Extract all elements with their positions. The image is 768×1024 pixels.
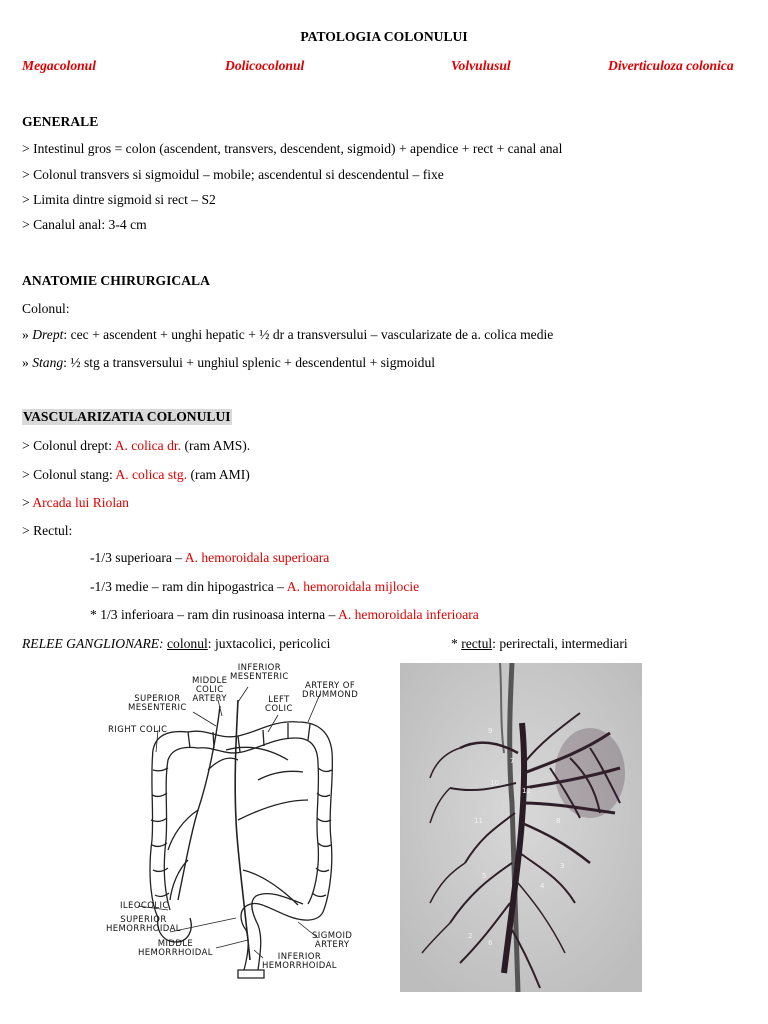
section-heading-generale: GENERALE: [22, 114, 99, 129]
generale-line: > Canalul anal: 3-4 cm: [22, 217, 147, 232]
stang-label: Stang: [32, 355, 64, 370]
label-inferior-mesenteric: INFERIOR MESENTERIC: [230, 663, 289, 682]
topic-dolicocolonul: Dolicocolonul: [225, 58, 305, 73]
relee-rect-line: * rectul: perirectali, intermediari: [451, 636, 628, 651]
angio-label: 12: [522, 787, 531, 795]
rect-superior-line: -1/3 superioara – A. hemoroidala superioara: [90, 550, 330, 565]
label-superior-mesenteric: SUPERIOR MESENTERIC: [128, 694, 187, 713]
angio-label: 8: [556, 817, 561, 825]
angiogram-image: [400, 663, 642, 992]
anatomie-intro: Colonul:: [22, 301, 70, 316]
colon-artery-diagram: [98, 660, 368, 990]
label-middle-colic-artery: MIDDLE COLIC ARTERY: [192, 676, 228, 704]
rect-inferior-line: * 1/3 inferioara – ram din rusinoasa interna – A. hemoroidala inferioara: [90, 607, 479, 622]
label-inferior-hemorrhoidal: INFERIOR HEMORRHOIDAL: [262, 952, 337, 971]
label-superior-hemorrhoidal: SUPERIOR HEMORRHOIDAL: [106, 915, 181, 934]
angio-label: 2: [468, 932, 473, 940]
label-artery-of-drummond: ARTERY OF DRUMMOND: [302, 681, 359, 700]
label-middle-hemorrhoidal: MIDDLE HEMORRHOIDAL: [138, 939, 213, 958]
label-left-colic: LEFT COLIC: [265, 695, 293, 714]
vasc-line-colon-stang: > Colonul stang: A. colica stg. (ram AMI): [22, 467, 250, 482]
generale-line: > Colonul transvers si sigmoidul – mobile; ascendentul si descendentul – fixe: [22, 167, 444, 182]
topic-megacolonul: Megacolonul: [22, 58, 97, 73]
angio-label: 3: [560, 862, 565, 870]
angio-label: 7: [510, 757, 515, 765]
anatomie-stang-line: » Stang: ½ stg a transversului + unghiul splenic + descendentul + sigmoidul: [22, 355, 436, 370]
vasc-line-colon-drept: > Colonul drept: A. colica dr. (ram AMS).: [22, 438, 251, 453]
angio-label: 10: [490, 779, 499, 787]
angio-label: 11: [474, 817, 483, 825]
generale-line: > Intestinul gros = colon (ascendent, transvers, descendent, sigmoid) + apendice + rect + canal anal: [22, 141, 563, 156]
section-heading-anatomie: ANATOMIE CHIRURGICALA: [22, 273, 210, 288]
label-sigmoid-artery: SIGMOID ARTERY: [312, 931, 353, 950]
relee-colon-line: RELEE GANGLIONARE: colonul: juxtacolici, pericolici: [22, 636, 331, 651]
label-right-colic: RIGHT COLIC: [108, 725, 168, 735]
angio-label: 4: [540, 882, 545, 890]
topic-diverticuloza: Diverticuloza colonica: [608, 58, 734, 73]
label-ileocolic: ILEOCOLIC: [120, 901, 169, 911]
section-heading-vascularizatia: VASCULARIZATIA COLONULUI: [23, 409, 231, 424]
generale-line: > Limita dintre sigmoid si rect – S2: [22, 192, 216, 207]
vasc-line-riolan: > Arcada lui Riolan: [22, 495, 129, 510]
relee-label: RELEE GANGLIONARE:: [22, 636, 164, 651]
angio-label: 9: [488, 727, 493, 735]
angio-label: 6: [488, 939, 493, 947]
topic-volvulusul: Volvulusul: [451, 58, 511, 73]
angio-label: 5: [482, 872, 487, 880]
angiogram-drawing: [400, 663, 642, 992]
anatomie-drept-line: » Drept: cec + ascendent + unghi hepatic + ½ dr a transversului – vascularizate de a. colica medie: [22, 327, 554, 342]
drept-label: Drept: [32, 327, 64, 342]
page-title: PATOLOGIA COLONULUI: [300, 29, 468, 44]
rect-medie-line: -1/3 medie – ram din hipogastrica – A. hemoroidala mijlocie: [90, 579, 420, 594]
vasc-line-rectul: > Rectul:: [22, 523, 73, 538]
